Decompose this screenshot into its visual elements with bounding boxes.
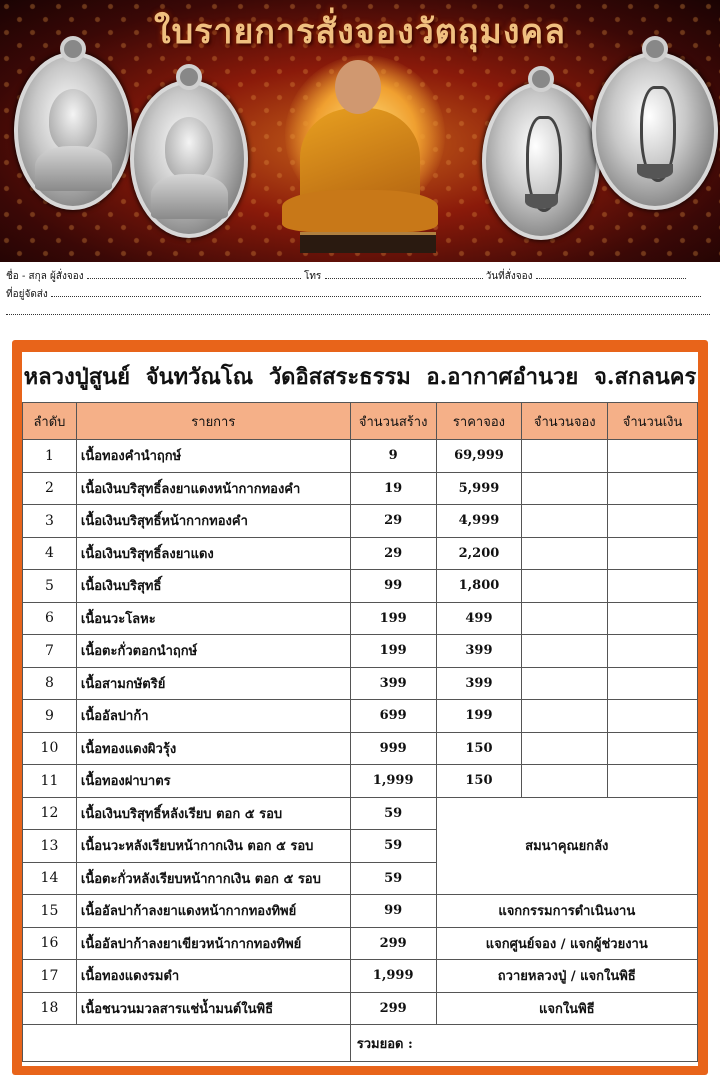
row-item: เนื้อเงินบริสุทธิ์ลงยาแดง — [76, 537, 350, 570]
row-qty: 59 — [350, 830, 436, 863]
order-sheet — [22, 352, 698, 1066]
name-field[interactable] — [87, 266, 301, 279]
row-order-qty-cell[interactable] — [522, 602, 608, 635]
row-qty: 99 — [350, 570, 436, 603]
row-no: 6 — [23, 602, 77, 635]
row-amount-cell[interactable] — [608, 765, 698, 798]
table-row — [23, 960, 698, 993]
row-price: 1,800 — [436, 570, 522, 603]
row-amount-cell[interactable] — [608, 537, 698, 570]
row-item: เนื้อตะกั่วตอกนำฤกษ์ — [76, 635, 350, 668]
phone-field[interactable] — [325, 266, 483, 279]
row-no: 3 — [23, 505, 77, 538]
table-row — [23, 440, 698, 473]
row-order-qty-cell[interactable] — [522, 472, 608, 505]
monk-head — [335, 60, 381, 114]
col-header-price: ราคาจอง — [436, 403, 522, 440]
row-no: 15 — [23, 895, 77, 928]
row-amount-cell[interactable] — [608, 732, 698, 765]
row-item: เนื้ออัลปาก้าลงยาแดงหน้ากากทองทิพย์ — [76, 895, 350, 928]
header-banner — [0, 0, 720, 262]
row-order-qty-cell[interactable] — [522, 440, 608, 473]
row-order-qty-cell[interactable] — [522, 635, 608, 668]
row-item: เนื้ออัลปาก้า — [76, 700, 350, 733]
col-header-quantity-made: จำนวนสร้าง — [350, 403, 436, 440]
row-order-qty-cell[interactable] — [522, 570, 608, 603]
row-order-qty-cell[interactable] — [522, 667, 608, 700]
row-price: 150 — [436, 732, 522, 765]
table-row — [23, 765, 698, 798]
row-price: 399 — [436, 635, 522, 668]
row-qty: 399 — [350, 667, 436, 700]
row-qty: 1,999 — [350, 765, 436, 798]
bulk-bonus-note: สมนาคุณยกลัง — [436, 797, 697, 895]
row-qty: 199 — [350, 602, 436, 635]
monk-lap — [282, 190, 438, 232]
amulet-robe — [35, 146, 112, 191]
row-qty: 29 — [350, 537, 436, 570]
table-row — [23, 895, 698, 928]
col-header-order-qty: จำนวนจอง — [522, 403, 608, 440]
row-qty: 199 — [350, 635, 436, 668]
monk-seat-mat — [300, 232, 436, 253]
row-distribution-note: แจกศูนย์จอง / แจกผู้ช่วยงาน — [436, 927, 697, 960]
amulet-back-image-2 — [592, 52, 718, 210]
row-item: เนื้อเงินบริสุทธิ์ — [76, 570, 350, 603]
row-no: 9 — [23, 700, 77, 733]
table-row — [23, 927, 698, 960]
row-price: 69,999 — [436, 440, 522, 473]
row-no: 1 — [23, 440, 77, 473]
row-item: เนื้อนวะหลังเรียบหน้ากากเงิน ตอก ๕ รอบ — [76, 830, 350, 863]
row-item: เนื้อเงินบริสุทธิ์หลังเรียบ ตอก ๕ รอบ — [76, 797, 350, 830]
row-item: เนื้อทองแดงผิวรุ้ง — [76, 732, 350, 765]
row-price: 199 — [436, 700, 522, 733]
row-amount-cell[interactable] — [608, 700, 698, 733]
table-row — [23, 992, 698, 1025]
row-no: 14 — [23, 862, 77, 895]
row-amount-cell[interactable] — [608, 570, 698, 603]
date-field[interactable] — [536, 266, 686, 279]
row-price: 5,999 — [436, 472, 522, 505]
row-amount-cell[interactable] — [608, 667, 698, 700]
row-qty: 29 — [350, 505, 436, 538]
table-row — [23, 602, 698, 635]
row-order-qty-cell[interactable] — [522, 505, 608, 538]
row-no: 18 — [23, 992, 77, 1025]
row-qty: 59 — [350, 862, 436, 895]
row-item: เนื้อสามกษัตริย์ — [76, 667, 350, 700]
row-amount-cell[interactable] — [608, 505, 698, 538]
form-line-1 — [6, 266, 714, 284]
table-row — [23, 635, 698, 668]
amulet-portrait — [49, 89, 97, 152]
row-item: เนื้อชนวนมวลสารแช่น้ำมนต์ในพิธี — [76, 992, 350, 1025]
table-header-row — [23, 403, 698, 440]
col-header-item: รายการ — [76, 403, 350, 440]
row-qty: 59 — [350, 797, 436, 830]
row-no: 2 — [23, 472, 77, 505]
col-header-amount: จำนวนเงิน — [608, 403, 698, 440]
row-no: 13 — [23, 830, 77, 863]
row-item: เนื้ออัลปาก้าลงยาเขียวหน้ากากทองทิพย์ — [76, 927, 350, 960]
name-label: ชื่อ - สกุล ผู้สั่งจอง — [6, 271, 84, 282]
banner-title: ใบรายการสั่งจองวัตถุมงคล — [153, 12, 567, 52]
row-qty: 9 — [350, 440, 436, 473]
amulet-front-image-2 — [130, 80, 248, 238]
row-price: 150 — [436, 765, 522, 798]
row-order-qty-cell[interactable] — [522, 765, 608, 798]
row-qty: 19 — [350, 472, 436, 505]
table-row — [23, 667, 698, 700]
amulet-loop — [176, 64, 202, 90]
row-distribution-note: แจกในพิธี — [436, 992, 697, 1025]
table-row — [23, 732, 698, 765]
row-distribution-note: แจกกรรมการดำเนินงาน — [436, 895, 697, 928]
row-qty: 699 — [350, 700, 436, 733]
total-row — [23, 1025, 698, 1062]
amulet-portrait — [165, 117, 213, 180]
date-label: วันที่สั่งจอง — [485, 271, 533, 282]
temple-heading: หลวงปู่สูนย์ จันทวัณโณ วัดอิสสระธรรม อ.อากาศอำนวย จ.สกลนคร — [23, 364, 697, 390]
row-price: 2,200 — [436, 537, 522, 570]
grand-total-label: รวมยอด : — [350, 1025, 697, 1062]
row-no: 16 — [23, 927, 77, 960]
row-order-qty-cell[interactable] — [522, 537, 608, 570]
row-amount-cell[interactable] — [608, 472, 698, 505]
table-row — [23, 505, 698, 538]
row-amount-cell[interactable] — [608, 602, 698, 635]
col-header-no: ลำดับ — [23, 403, 77, 440]
row-qty: 299 — [350, 992, 436, 1025]
row-no: 7 — [23, 635, 77, 668]
row-price: 499 — [436, 602, 522, 635]
row-no: 5 — [23, 570, 77, 603]
row-qty: 1,999 — [350, 960, 436, 993]
form-line-3 — [6, 302, 714, 320]
row-item: เนื้อเงินบริสุทธิ์หน้ากากทองคำ — [76, 505, 350, 538]
table-row — [23, 472, 698, 505]
row-distribution-note: ถวายหลวงปู่ / แจกในพิธี — [436, 960, 697, 993]
row-item: เนื้อทองคำนำฤกษ์ — [76, 440, 350, 473]
row-no: 8 — [23, 667, 77, 700]
row-order-qty-cell[interactable] — [522, 732, 608, 765]
row-no: 4 — [23, 537, 77, 570]
amulet-loop — [528, 66, 554, 92]
row-amount-cell[interactable] — [608, 440, 698, 473]
row-qty: 99 — [350, 895, 436, 928]
table-row — [23, 797, 698, 830]
row-qty: 999 — [350, 732, 436, 765]
row-item: เนื้อนวะโลหะ — [76, 602, 350, 635]
row-no: 11 — [23, 765, 77, 798]
form-line-2 — [6, 284, 714, 302]
row-price: 4,999 — [436, 505, 522, 538]
row-no: 10 — [23, 732, 77, 765]
row-order-qty-cell[interactable] — [522, 700, 608, 733]
row-item: เนื้อทองแดงรมดำ — [76, 960, 350, 993]
amulet-front-image-1 — [14, 52, 132, 210]
row-item: เนื้อตะกั่วหลังเรียบหน้ากากเงิน ตอก ๕ รอบ — [76, 862, 350, 895]
row-item: เนื้อทองฝาบาตร — [76, 765, 350, 798]
row-qty: 299 — [350, 927, 436, 960]
row-no: 17 — [23, 960, 77, 993]
row-no: 12 — [23, 797, 77, 830]
address-label: ที่อยู่จัดส่ง — [6, 289, 48, 300]
table-row — [23, 537, 698, 570]
total-spacer — [23, 1025, 351, 1062]
amulet-bowl — [525, 194, 558, 209]
amulet-bowl — [637, 164, 672, 179]
order-table — [22, 402, 698, 1062]
address-field-continued[interactable] — [6, 302, 710, 315]
row-item: เนื้อเงินบริสุทธิ์ลงยาแดงหน้ากากทองคำ — [76, 472, 350, 505]
order-form — [6, 266, 714, 320]
row-amount-cell[interactable] — [608, 635, 698, 668]
table-row — [23, 570, 698, 603]
phone-label: โทร — [303, 271, 322, 282]
amulet-back-image-1 — [482, 82, 600, 240]
table-row — [23, 700, 698, 733]
amulet-robe — [151, 174, 228, 219]
address-field[interactable] — [51, 284, 701, 297]
row-price: 399 — [436, 667, 522, 700]
